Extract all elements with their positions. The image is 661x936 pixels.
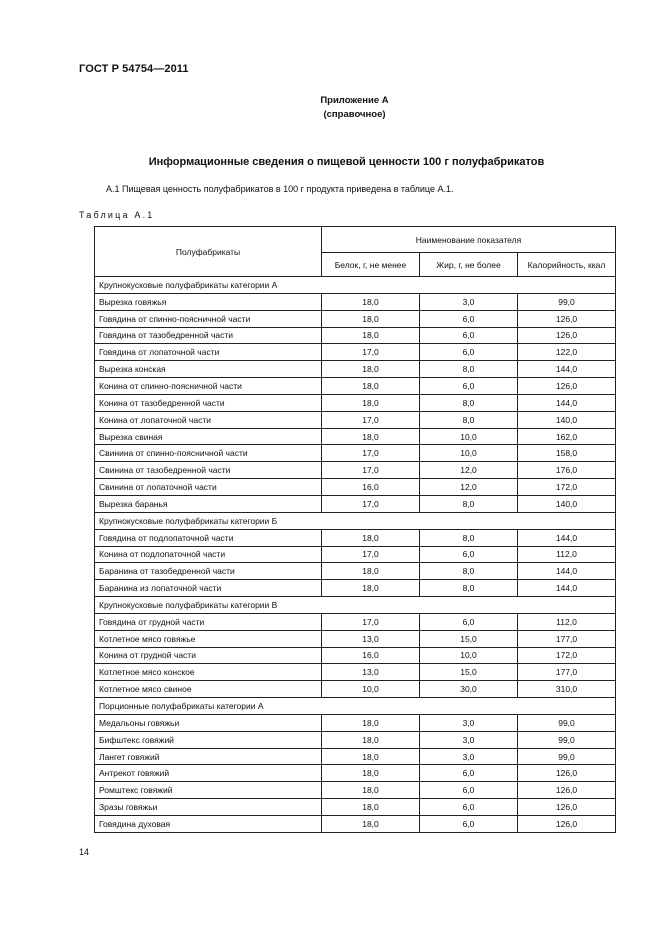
product-name: Вырезка говяжья	[95, 293, 322, 310]
table-row	[95, 782, 616, 799]
fat-value: 8,0	[420, 563, 518, 580]
table-row	[95, 495, 616, 512]
header-fat: Жир, г, не более	[420, 253, 518, 277]
kcal-value: 126,0	[518, 327, 616, 344]
page-number: 14	[79, 847, 90, 857]
table-row	[95, 580, 616, 597]
standard-number: ГОСТ Р 54754—2011	[79, 63, 189, 75]
fat-value: 6,0	[420, 344, 518, 361]
protein-value: 18,0	[322, 816, 420, 833]
fat-value: 12,0	[420, 462, 518, 479]
fat-value: 3,0	[420, 748, 518, 765]
protein-value: 13,0	[322, 664, 420, 681]
fat-value: 30,0	[420, 681, 518, 698]
kcal-value: 126,0	[518, 782, 616, 799]
table-row	[95, 731, 616, 748]
product-name: Конина от подлопаточной части	[95, 546, 322, 563]
product-name: Котлетное мясо конское	[95, 664, 322, 681]
table-caption: Таблица А.1	[79, 210, 155, 220]
table-row	[95, 361, 616, 378]
kcal-value: 126,0	[518, 378, 616, 395]
kcal-value: 177,0	[518, 630, 616, 647]
fat-value: 8,0	[420, 580, 518, 597]
fat-value: 10,0	[420, 428, 518, 445]
protein-value: 17,0	[322, 462, 420, 479]
fat-value: 3,0	[420, 714, 518, 731]
table-row	[95, 445, 616, 462]
product-name: Свинина от тазобедренной части	[95, 462, 322, 479]
protein-value: 18,0	[322, 563, 420, 580]
annex-label: Приложение А	[320, 95, 389, 106]
table-row	[95, 816, 616, 833]
table-row	[95, 479, 616, 496]
kcal-value: 144,0	[518, 563, 616, 580]
kcal-value: 126,0	[518, 765, 616, 782]
fat-value: 3,0	[420, 731, 518, 748]
product-name: Говядина от тазобедренной части	[95, 327, 322, 344]
table-row	[95, 546, 616, 563]
table-row	[95, 748, 616, 765]
fat-value: 15,0	[420, 630, 518, 647]
intro-paragraph: А.1 Пищевая ценность полуфабрикатов в 100 г продукта приведена в таблице А.1.	[106, 184, 454, 194]
header-kcal: Калорийность, ккал	[518, 253, 616, 277]
kcal-value: 144,0	[518, 361, 616, 378]
table-row	[95, 529, 616, 546]
table-row	[95, 664, 616, 681]
table-row	[95, 563, 616, 580]
category-row	[95, 277, 616, 294]
product-name: Говядина от подлопаточной части	[95, 529, 322, 546]
category-label: Крупнокусковые полуфабрикаты категории Б	[95, 512, 616, 529]
protein-value: 17,0	[322, 344, 420, 361]
kcal-value: 99,0	[518, 293, 616, 310]
protein-value: 18,0	[322, 529, 420, 546]
header-product: Полуфабрикаты	[95, 227, 322, 277]
category-label: Порционные полуфабрикаты категории А	[95, 698, 616, 715]
product-name: Медальоны говяжьи	[95, 714, 322, 731]
protein-value: 18,0	[322, 765, 420, 782]
table-row	[95, 714, 616, 731]
table-row	[95, 378, 616, 395]
protein-value: 18,0	[322, 714, 420, 731]
product-name: Котлетное мясо говяжье	[95, 630, 322, 647]
kcal-value: 172,0	[518, 647, 616, 664]
kcal-value: 176,0	[518, 462, 616, 479]
protein-value: 16,0	[322, 479, 420, 496]
protein-value: 18,0	[322, 378, 420, 395]
protein-value: 10,0	[322, 681, 420, 698]
fat-value: 12,0	[420, 479, 518, 496]
table-row	[95, 647, 616, 664]
fat-value: 10,0	[420, 445, 518, 462]
fat-value: 6,0	[420, 613, 518, 630]
kcal-value: 126,0	[518, 799, 616, 816]
protein-value: 17,0	[322, 546, 420, 563]
fat-value: 6,0	[420, 799, 518, 816]
annex-status: (справочное)	[323, 109, 386, 120]
kcal-value: 177,0	[518, 664, 616, 681]
table-body	[95, 277, 616, 833]
protein-value: 18,0	[322, 327, 420, 344]
product-name: Говядина от лопаточной части	[95, 344, 322, 361]
product-name: Котлетное мясо свиное	[95, 681, 322, 698]
kcal-value: 172,0	[518, 479, 616, 496]
product-name: Конина от тазобедренной части	[95, 394, 322, 411]
table-row	[95, 327, 616, 344]
protein-value: 17,0	[322, 411, 420, 428]
protein-value: 13,0	[322, 630, 420, 647]
fat-value: 6,0	[420, 310, 518, 327]
product-name: Вырезка баранья	[95, 495, 322, 512]
kcal-value: 99,0	[518, 714, 616, 731]
protein-value: 18,0	[322, 748, 420, 765]
fat-value: 8,0	[420, 529, 518, 546]
kcal-value: 99,0	[518, 748, 616, 765]
product-name: Лангет говяжий	[95, 748, 322, 765]
protein-value: 18,0	[322, 799, 420, 816]
fat-value: 8,0	[420, 394, 518, 411]
category-row	[95, 597, 616, 614]
kcal-value: 158,0	[518, 445, 616, 462]
product-name: Баранина из лопаточной части	[95, 580, 322, 597]
protein-value: 18,0	[322, 293, 420, 310]
protein-value: 18,0	[322, 580, 420, 597]
kcal-value: 126,0	[518, 310, 616, 327]
protein-value: 18,0	[322, 428, 420, 445]
product-name: Баранина от тазобедренной части	[95, 563, 322, 580]
product-name: Бифштекс говяжий	[95, 731, 322, 748]
product-name: Вырезка свиная	[95, 428, 322, 445]
product-name: Говядина от спинно-поясничной части	[95, 310, 322, 327]
table-row	[95, 428, 616, 445]
protein-value: 17,0	[322, 495, 420, 512]
table-row	[95, 344, 616, 361]
fat-value: 6,0	[420, 327, 518, 344]
category-row	[95, 512, 616, 529]
fat-value: 6,0	[420, 765, 518, 782]
kcal-value: 162,0	[518, 428, 616, 445]
kcal-value: 140,0	[518, 411, 616, 428]
protein-value: 17,0	[322, 613, 420, 630]
protein-value: 18,0	[322, 394, 420, 411]
fat-value: 15,0	[420, 664, 518, 681]
kcal-value: 144,0	[518, 394, 616, 411]
kcal-value: 310,0	[518, 681, 616, 698]
protein-value: 18,0	[322, 361, 420, 378]
nutrition-table	[94, 226, 616, 833]
kcal-value: 122,0	[518, 344, 616, 361]
kcal-value: 144,0	[518, 529, 616, 546]
protein-value: 17,0	[322, 445, 420, 462]
kcal-value: 126,0	[518, 816, 616, 833]
table-row	[95, 462, 616, 479]
product-name: Говядина от грудной части	[95, 613, 322, 630]
product-name: Конина от лопаточной части	[95, 411, 322, 428]
fat-value: 6,0	[420, 782, 518, 799]
category-row	[95, 698, 616, 715]
fat-value: 10,0	[420, 647, 518, 664]
fat-value: 6,0	[420, 546, 518, 563]
product-name: Конина от грудной части	[95, 647, 322, 664]
product-name: Антрекот говяжий	[95, 765, 322, 782]
kcal-value: 140,0	[518, 495, 616, 512]
protein-value: 18,0	[322, 782, 420, 799]
table-row	[95, 293, 616, 310]
product-name: Ромштекс говяжий	[95, 782, 322, 799]
product-name: Конина от спинно-поясничной части	[95, 378, 322, 395]
fat-value: 6,0	[420, 816, 518, 833]
protein-value: 18,0	[322, 731, 420, 748]
product-name: Вырезка конская	[95, 361, 322, 378]
header-protein: Белок, г, не менее	[322, 253, 420, 277]
fat-value: 8,0	[420, 495, 518, 512]
kcal-value: 144,0	[518, 580, 616, 597]
table-row	[95, 630, 616, 647]
table-row	[95, 681, 616, 698]
protein-value: 18,0	[322, 310, 420, 327]
product-name: Говядина духовая	[95, 816, 322, 833]
protein-value: 16,0	[322, 647, 420, 664]
table-row	[95, 799, 616, 816]
table-row	[95, 411, 616, 428]
table-row	[95, 765, 616, 782]
product-name: Свинина от лопаточной части	[95, 479, 322, 496]
header-indicator-group: Наименование показателя	[322, 227, 616, 253]
table-row	[95, 394, 616, 411]
category-label: Крупнокусковые полуфабрикаты категории В	[95, 597, 616, 614]
product-name: Зразы говяжьи	[95, 799, 322, 816]
fat-value: 8,0	[420, 411, 518, 428]
fat-value: 3,0	[420, 293, 518, 310]
product-name: Свинина от спинно-поясничной части	[95, 445, 322, 462]
kcal-value: 112,0	[518, 546, 616, 563]
fat-value: 6,0	[420, 378, 518, 395]
table-row	[95, 310, 616, 327]
table-row	[95, 613, 616, 630]
annex-title: Информационные сведения о пищевой ценности 100 г полуфабрикатов	[148, 156, 545, 168]
kcal-value: 112,0	[518, 613, 616, 630]
fat-value: 8,0	[420, 361, 518, 378]
category-label: Крупнокусковые полуфабрикаты категории А	[95, 277, 616, 294]
kcal-value: 99,0	[518, 731, 616, 748]
